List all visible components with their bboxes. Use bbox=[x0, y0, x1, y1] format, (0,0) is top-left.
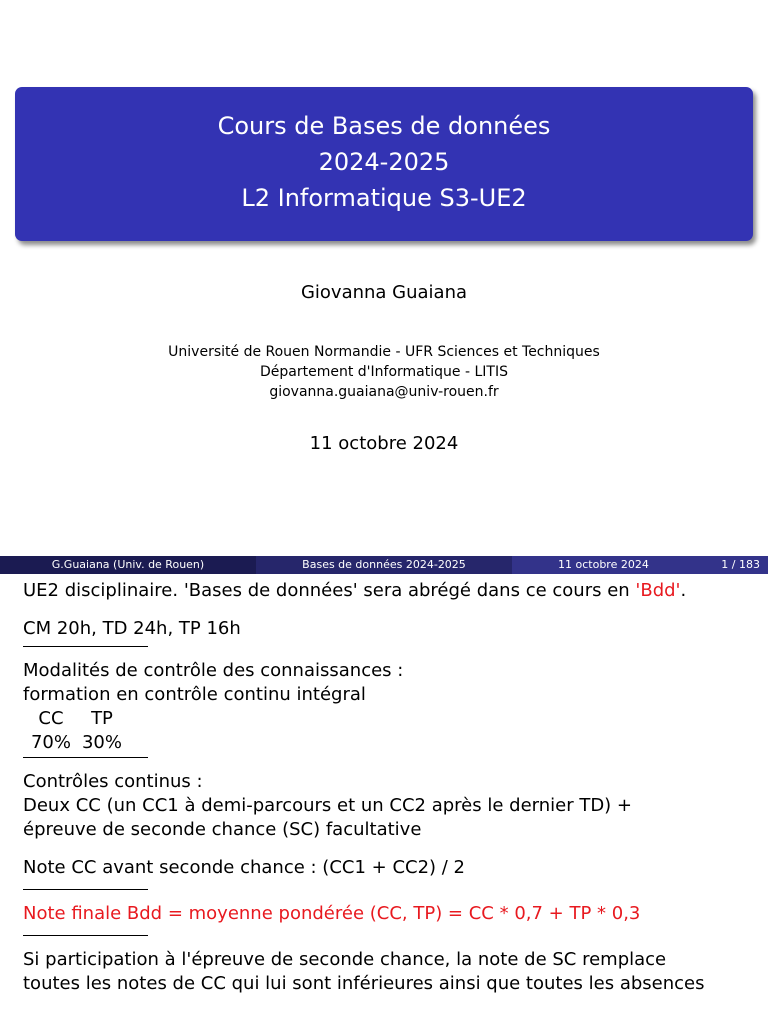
footer-date-page bbox=[512, 556, 768, 574]
title-line-course: Cours de Bases de données bbox=[217, 112, 551, 140]
note-finale-line: Note finale Bdd = moyenne pondérée (CC, TP) = CC * 0,7 + TP * 0,3 bbox=[23, 903, 641, 924]
footer-title: Bases de données 2024-2025 bbox=[256, 556, 512, 574]
controles-line-1: Deux CC (un CC1 à demi-parcours et un CC2 après le dernier TD) + bbox=[23, 795, 633, 816]
footer-date: 11 octobre 2024 bbox=[558, 558, 649, 571]
intro-paragraph bbox=[23, 579, 763, 603]
weight-table bbox=[25, 707, 763, 755]
footer-author: G.Guaiana (Univ. de Rouen) bbox=[0, 556, 256, 574]
institute-university: Université de Rouen Normandie - UFR Sciences et Techniques bbox=[168, 344, 600, 360]
slide-content bbox=[23, 579, 763, 996]
intro-abbreviation: 'Bdd' bbox=[635, 580, 681, 601]
author-email: giovanna.guaiana@univ-rouen.fr bbox=[269, 384, 499, 400]
title-block bbox=[15, 87, 753, 241]
separator bbox=[23, 889, 148, 890]
title-line-year: 2024-2025 bbox=[318, 148, 450, 176]
note-cc-line: Note CC avant seconde chance : (CC1 + CC2) / 2 bbox=[23, 857, 466, 878]
intro-text: UE2 disciplinaire. 'Bases de données' sera abrégé dans ce cours en bbox=[23, 580, 636, 601]
institute-department: Département d'Informatique - LITIS bbox=[260, 364, 508, 380]
sc-line-1: Si participation à l'épreuve de seconde chance, la note de SC remplace bbox=[23, 949, 667, 970]
modalites-title: Modalités de contrôle des connaissances : bbox=[23, 660, 404, 681]
footer-page-number: 1 / 183 bbox=[721, 558, 760, 571]
separator bbox=[23, 935, 148, 936]
institute-block bbox=[0, 342, 768, 402]
title-line-program: L2 Informatique S3-UE2 bbox=[241, 184, 527, 212]
table-header-cc: CC bbox=[38, 708, 64, 729]
sc-line-2: toutes les notes de CC qui lui sont inférieures ainsi que toutes les absences bbox=[23, 973, 705, 994]
controles-line-2: épreuve de seconde chance (SC) facultative bbox=[23, 819, 422, 840]
table-header-tp: TP bbox=[91, 708, 113, 729]
controles-title: Contrôles continus : bbox=[23, 771, 203, 792]
table-value-cc: 70% bbox=[30, 732, 71, 753]
hours-line: CM 20h, TD 24h, TP 16h bbox=[23, 618, 241, 639]
slide-footer bbox=[0, 556, 768, 574]
modalites-text: formation en contrôle continu intégral bbox=[23, 684, 366, 705]
separator bbox=[23, 757, 148, 758]
author-name: Giovanna Guaiana bbox=[300, 282, 468, 303]
intro-end: . bbox=[680, 580, 687, 601]
presentation-date: 11 octobre 2024 bbox=[309, 433, 459, 454]
table-value-tp: 30% bbox=[81, 732, 122, 753]
separator bbox=[23, 646, 148, 647]
